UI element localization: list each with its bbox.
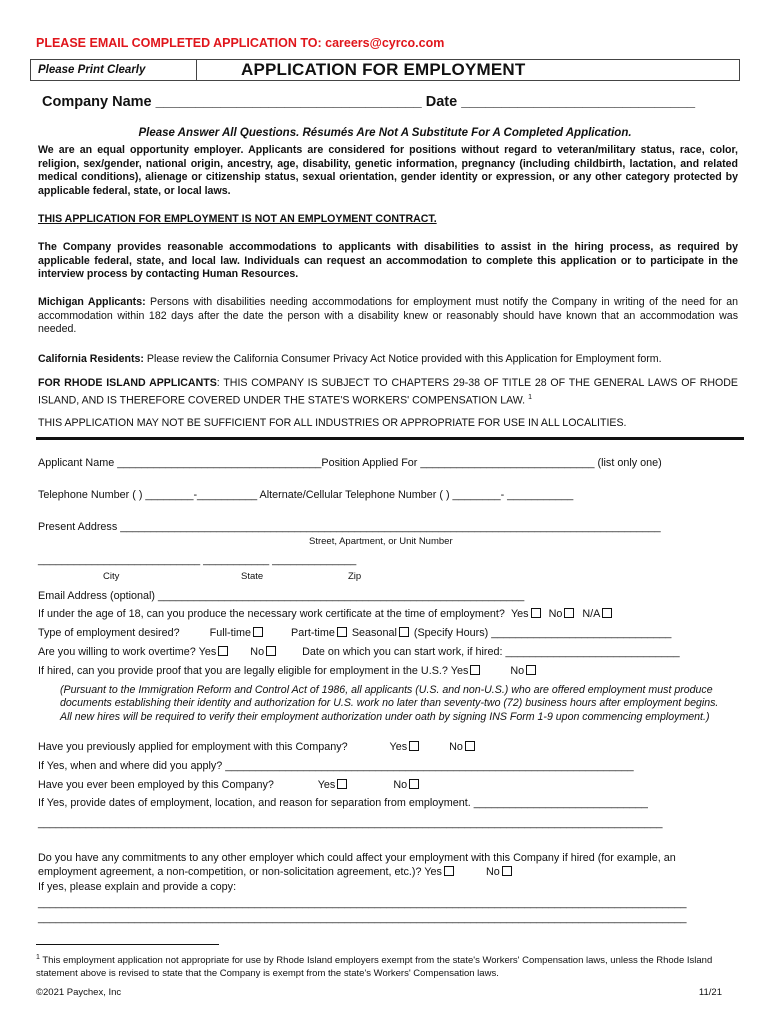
employment-dates-line[interactable]: If Yes, provide dates of employment, location, and reason for separation from employment. _____________________________ (38, 797, 648, 809)
overtime-no-label: No (250, 646, 265, 658)
applied-question-text: Have you previously applied for employment with this Company? (38, 741, 348, 753)
start-date-field[interactable]: Date on which you can start work, if hired: _____________________________ (302, 646, 680, 658)
revision-date: 11/21 (698, 987, 722, 998)
commit-blank-line-2[interactable]: ____________________________________________________________________________________________________________ (38, 912, 687, 924)
employed-before-question (38, 779, 421, 791)
commit-blank-line-1[interactable]: ____________________________________________________________________________________________________________ (38, 897, 687, 909)
age-na-label: N/A (582, 608, 601, 620)
state-label: State (241, 571, 264, 582)
employed-no-checkbox[interactable] (409, 779, 419, 789)
age-na-checkbox[interactable] (602, 608, 612, 618)
age-no-label: No (548, 608, 563, 620)
applied-no-label: No (449, 741, 463, 753)
ri-footnote-ref: 1 (528, 393, 532, 401)
email-banner: PLEASE EMAIL COMPLETED APPLICATION TO: careers@cyrco.com (36, 36, 445, 50)
eligible-no-checkbox[interactable] (526, 665, 536, 675)
full-time-checkbox[interactable] (253, 627, 263, 637)
eligibility-question (38, 665, 538, 677)
applied-no-checkbox[interactable] (465, 741, 475, 751)
california-text: Please review the California Consumer Privacy Act Notice provided with this Application for Employment form. (146, 353, 662, 365)
zip-label: Zip (348, 571, 362, 582)
michigan-text: Persons with disabilities needing accommodations for employment must notify the Company in writing of the need for an accommodation within 182 days after the date the person with a disability knew or reasonably should have known that an accommodation was needed. (38, 296, 739, 336)
applied-where-line[interactable]: If Yes, when and where did you apply? ____________________________________________________________________ (38, 760, 634, 772)
section-divider (36, 437, 744, 440)
employment-type-question (38, 627, 671, 639)
eligibility-question-text: If hired, can you provide proof that you are legally eligible for employment in the U.S.? (38, 665, 448, 677)
footnote (36, 952, 736, 980)
irca-note: (Pursuant to the Immigration Reform and Control Act of 1986, all applicants (U.S. and non-U.S.) who are offered employment must produce documents establishing their identity and authorization for U.S. work no later than seventy-two (72) business hours after employment begins. All new hires will be required to verify their employment authorization under oath by signing INS Form 1-9 upon commencing employment.) (60, 684, 719, 723)
eligible-no-label: No (510, 665, 525, 677)
not-sufficient-statement: THIS APPLICATION MAY NOT BE SUFFICIENT FOR ALL INDUSTRIES OR APPROPRIATE FOR USE IN ALL LOCALITIES. (38, 417, 627, 429)
telephone-line[interactable]: Telephone Number ( ) ________-__________ Alternate/Cellular Telephone Number ( ) ________- ___________ (38, 489, 574, 501)
michigan-statement (38, 296, 738, 337)
email-address-line[interactable]: Email Address (optional) _____________________________________________________________ (38, 590, 525, 602)
california-label: California Residents: (38, 353, 144, 365)
age-no-checkbox[interactable] (564, 608, 574, 618)
ri-text: : THIS COMPANY IS SUBJECT TO CHAPTERS 29-38 OF TITLE 28 OF THE GENERAL LAWS OF RHODE ISLAND, AND IS THEREFORE COVERED UNDER THE STATE'S WORKERS' COMPENSATION LAW. (38, 377, 738, 407)
city-state-zip-line[interactable]: ___________________________ ___________ ______________ (38, 554, 357, 566)
eligible-yes-checkbox[interactable] (470, 665, 480, 675)
california-statement (38, 353, 738, 367)
footnote-text: This employment application not appropriate for use by Rhode Island employers exempt from the state's Workers' Compensation laws, unless the Rhode Island statement above is revised to state that the Company is exempt from the state's Workers' Compensation laws. (36, 955, 713, 979)
age-yes-checkbox[interactable] (531, 608, 541, 618)
eeo-statement: We are an equal opportunity employer. Applicants are considered for positions without regard to veteran/military status, race, color, religion, sex/gender, national origin, ancestry, age, disability, genetic information, pregnancy (including childbirth, lactation, and related medical conditions), alienage or citizenship status, sexual orientation, gender identity or expression, or any other category protected by applicable federal, state, or local laws. (38, 144, 738, 197)
eligible-yes-label: Yes (450, 665, 469, 677)
seasonal-label: Seasonal (351, 627, 397, 639)
page-title: APPLICATION FOR EMPLOYMENT (241, 60, 526, 79)
applied-yes-label: Yes (389, 741, 408, 753)
footnote-number: 1 (36, 954, 40, 961)
accommodations-statement: The Company provides reasonable accommodations to applicants with disabilities to assist in the hiring process, as required by applicable federal, state, and local law. Individuals can request an accommodation to complete this application or to participate in the interview process by contacting Human Resources. (38, 241, 738, 281)
instruction-line: Please Answer All Questions. Résumés Are Not A Substitute For A Completed Application. (138, 127, 632, 139)
age-yes-label: Yes (510, 608, 529, 620)
print-clearly-label: Please Print Clearly (38, 64, 146, 76)
company-date-line[interactable]: Company Name _________________________________ Date _____________________________ (42, 94, 696, 110)
commit-no-label: No (485, 866, 500, 878)
age-question-text: If under the age of 18, can you produce the necessary work certificate at the time of employment? (38, 608, 505, 620)
commit-yes-checkbox[interactable] (444, 866, 454, 876)
commit-yes-label: Yes (424, 866, 442, 878)
commit-explain-label: If yes, please explain and provide a copy: (38, 881, 237, 893)
employed-question-text: Have you ever been employed by this Company? (38, 779, 274, 791)
overtime-question-text: Are you willing to work overtime? (38, 646, 196, 658)
applicant-position-line[interactable]: Applicant Name __________________________________Position Applied For _____________________________ (list only one) (38, 457, 662, 469)
present-address-line[interactable]: Present Address __________________________________________________________________________________________ (38, 521, 661, 533)
commitments-question-text: Do you have any commitments to any other employer which could affect your employment with this Company if hired (for example, an employment agreement, a non-competition, or non-solicitation agreement, etc.)? (38, 852, 676, 878)
city-label: City (103, 571, 120, 582)
ri-label: FOR RHODE ISLAND APPLICANTS (38, 377, 217, 389)
age-question (38, 608, 614, 620)
overtime-no-checkbox[interactable] (266, 646, 276, 656)
overtime-yes-label: Yes (198, 646, 217, 658)
part-time-label: Part-time (291, 627, 335, 639)
rhode-island-statement (38, 377, 738, 408)
overtime-yes-checkbox[interactable] (218, 646, 228, 656)
seasonal-checkbox[interactable] (399, 627, 409, 637)
employment-dates-blank[interactable]: ________________________________________________________________________________________________________ (38, 817, 663, 829)
michigan-label: Michigan Applicants: (38, 296, 146, 308)
not-contract-statement: THIS APPLICATION FOR EMPLOYMENT IS NOT AN EMPLOYMENT CONTRACT. (38, 213, 437, 225)
address-sublabel: Street, Apartment, or Unit Number (309, 536, 453, 547)
applied-yes-checkbox[interactable] (409, 741, 419, 751)
title-box (30, 59, 740, 81)
applied-before-question (38, 741, 477, 753)
employed-yes-label: Yes (317, 779, 336, 791)
footnote-divider (36, 944, 219, 945)
employed-yes-checkbox[interactable] (337, 779, 347, 789)
commit-no-checkbox[interactable] (502, 866, 512, 876)
type-question-text: Type of employment desired? (38, 627, 180, 639)
overtime-question (38, 646, 680, 658)
copyright: ©2021 Paychex, Inc (36, 987, 122, 998)
employed-no-label: No (393, 779, 408, 791)
commitments-question (38, 851, 728, 879)
specify-hours-field[interactable]: (Specify Hours) ______________________________ (413, 627, 672, 639)
full-time-label: Full-time (209, 627, 252, 639)
part-time-checkbox[interactable] (337, 627, 347, 637)
